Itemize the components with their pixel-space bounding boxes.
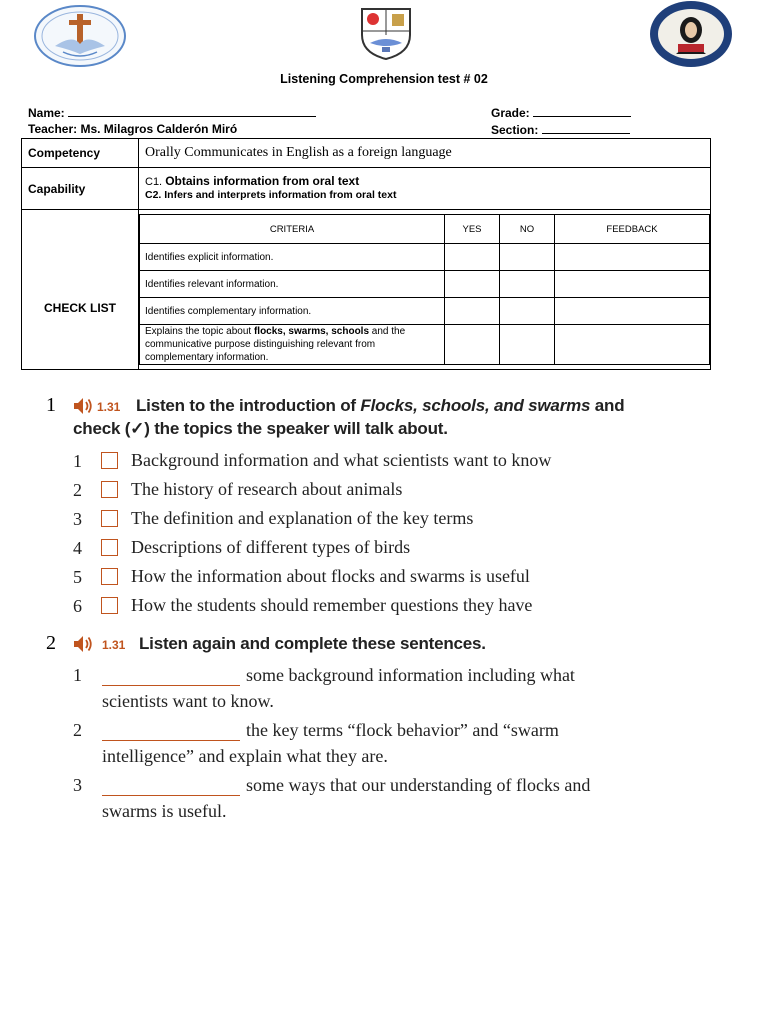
page-title: Listening Comprehension test # 02 bbox=[280, 72, 488, 86]
answer-blank[interactable] bbox=[102, 794, 240, 796]
section-blank[interactable] bbox=[542, 122, 630, 134]
feedback-cell[interactable] bbox=[555, 244, 710, 271]
instruction-italic: Flocks, schools, and swarms bbox=[360, 396, 591, 415]
column-header-feedback: FEEDBACK bbox=[555, 215, 710, 244]
item-text-line1: the key terms “flock behavior” and “swarm bbox=[246, 720, 559, 740]
c2-text: C2. Infers and interprets information from oral text bbox=[145, 189, 397, 201]
section-field[interactable] bbox=[491, 122, 630, 137]
grade-blank[interactable] bbox=[533, 105, 631, 117]
item-text: Background information and what scientists want to know bbox=[131, 450, 552, 470]
speaker-icon[interactable] bbox=[72, 396, 94, 416]
item-number: 3 bbox=[73, 509, 82, 529]
criterion-text: Identifies complementary information. bbox=[140, 298, 445, 325]
criterion-text-long bbox=[140, 325, 445, 365]
no-cell[interactable] bbox=[500, 244, 555, 271]
item-number: 2 bbox=[73, 480, 82, 500]
capability-value bbox=[139, 168, 711, 210]
capability-label: Capability bbox=[22, 168, 139, 210]
instruction-post: and bbox=[590, 396, 625, 415]
item-text-line1: some ways that our understanding of flocks and bbox=[246, 775, 591, 795]
checklist-cell bbox=[139, 210, 711, 370]
item-text-line2: scientists want to know. bbox=[102, 691, 274, 711]
item-number: 1 bbox=[73, 665, 82, 685]
grade-label: Grade: bbox=[491, 106, 530, 120]
criterion-text: Identifies relevant information. bbox=[140, 271, 445, 298]
answer-blank[interactable] bbox=[102, 739, 240, 741]
instruction-pre: Listen to the introduction of bbox=[136, 396, 361, 415]
checklist-table bbox=[139, 214, 710, 365]
item-number: 1 bbox=[73, 451, 82, 471]
item-text: How the students should remember questions they have bbox=[131, 595, 533, 615]
feedback-cell[interactable] bbox=[555, 298, 710, 325]
exercise-1-instruction-line1 bbox=[136, 396, 624, 416]
table-row bbox=[140, 325, 710, 365]
item-number: 4 bbox=[73, 538, 82, 558]
name-label: Name: bbox=[28, 106, 65, 120]
name-blank[interactable] bbox=[68, 105, 316, 117]
item-text-line1: some background information including what bbox=[246, 665, 575, 685]
speaker-icon[interactable] bbox=[72, 634, 94, 654]
item-text: Descriptions of different types of birds bbox=[131, 537, 411, 557]
table-row bbox=[140, 298, 710, 325]
no-cell[interactable] bbox=[500, 298, 555, 325]
yes-cell[interactable] bbox=[445, 244, 500, 271]
teacher-label: Teacher: Ms. Milagros Calderón Miró bbox=[28, 122, 238, 136]
item-number: 3 bbox=[73, 775, 82, 795]
answer-blank[interactable] bbox=[102, 684, 240, 686]
checkbox[interactable] bbox=[101, 597, 118, 614]
criterion-post: and the communicative purpose distinguishing relevant from complementary information. bbox=[145, 326, 406, 363]
checkbox[interactable] bbox=[101, 452, 118, 469]
checkbox[interactable] bbox=[101, 481, 118, 498]
yes-cell[interactable] bbox=[445, 298, 500, 325]
exercise-2-instruction: Listen again and complete these sentences. bbox=[139, 634, 486, 653]
item-number: 5 bbox=[73, 567, 82, 587]
checkbox[interactable] bbox=[101, 510, 118, 527]
table-row bbox=[140, 271, 710, 298]
item-number: 2 bbox=[73, 720, 82, 740]
checkbox[interactable] bbox=[101, 568, 118, 585]
item-text: How the information about flocks and swarms is useful bbox=[131, 566, 530, 586]
yes-cell[interactable] bbox=[445, 271, 500, 298]
competency-label: Competency bbox=[22, 139, 139, 168]
criterion-bold: flocks, swarms, schools bbox=[253, 326, 370, 337]
column-header-yes: YES bbox=[445, 215, 500, 244]
exercise-2-track: 1.31 bbox=[102, 638, 126, 652]
name-field[interactable] bbox=[28, 105, 316, 120]
exercise-1-track: 1.31 bbox=[97, 400, 121, 414]
nun-portrait-medallion-logo bbox=[648, 0, 734, 68]
competency-value: Orally Communicates in English as a foreign language bbox=[139, 139, 711, 168]
table-row bbox=[140, 244, 710, 271]
yes-cell[interactable] bbox=[445, 325, 500, 365]
feedback-cell[interactable] bbox=[555, 271, 710, 298]
exercise-1-instruction-line2: check (✓) the topics the speaker will talk about. bbox=[73, 419, 448, 438]
item-text: The history of research about animals bbox=[131, 479, 403, 499]
exercise-1-number: 1 bbox=[46, 394, 56, 416]
column-header-no: NO bbox=[500, 215, 555, 244]
feedback-cell[interactable] bbox=[555, 325, 710, 365]
item-number: 6 bbox=[73, 596, 82, 616]
no-cell[interactable] bbox=[500, 325, 555, 365]
grade-field[interactable] bbox=[491, 105, 631, 120]
exercise-2-number: 2 bbox=[46, 632, 56, 654]
assessment-table bbox=[21, 138, 711, 370]
c1-text: Obtains information from oral text bbox=[165, 174, 360, 188]
item-text-line2: swarms is useful. bbox=[102, 801, 227, 821]
c1-prefix: C1. bbox=[145, 176, 163, 188]
column-header-criteria: CRITERIA bbox=[140, 215, 445, 244]
criterion-pre: Explains the topic about bbox=[145, 326, 254, 337]
criterion-text: Identifies explicit information. bbox=[140, 244, 445, 271]
cross-dove-emblem-logo bbox=[33, 4, 127, 68]
item-text: The definition and explanation of the key terms bbox=[131, 508, 474, 528]
school-shield-crest-logo bbox=[358, 5, 414, 61]
item-text-line2: intelligence” and explain what they are. bbox=[102, 746, 388, 766]
checklist-label: CHECK LIST bbox=[22, 210, 139, 370]
section-label: Section: bbox=[491, 123, 539, 137]
checkbox[interactable] bbox=[101, 539, 118, 556]
no-cell[interactable] bbox=[500, 271, 555, 298]
